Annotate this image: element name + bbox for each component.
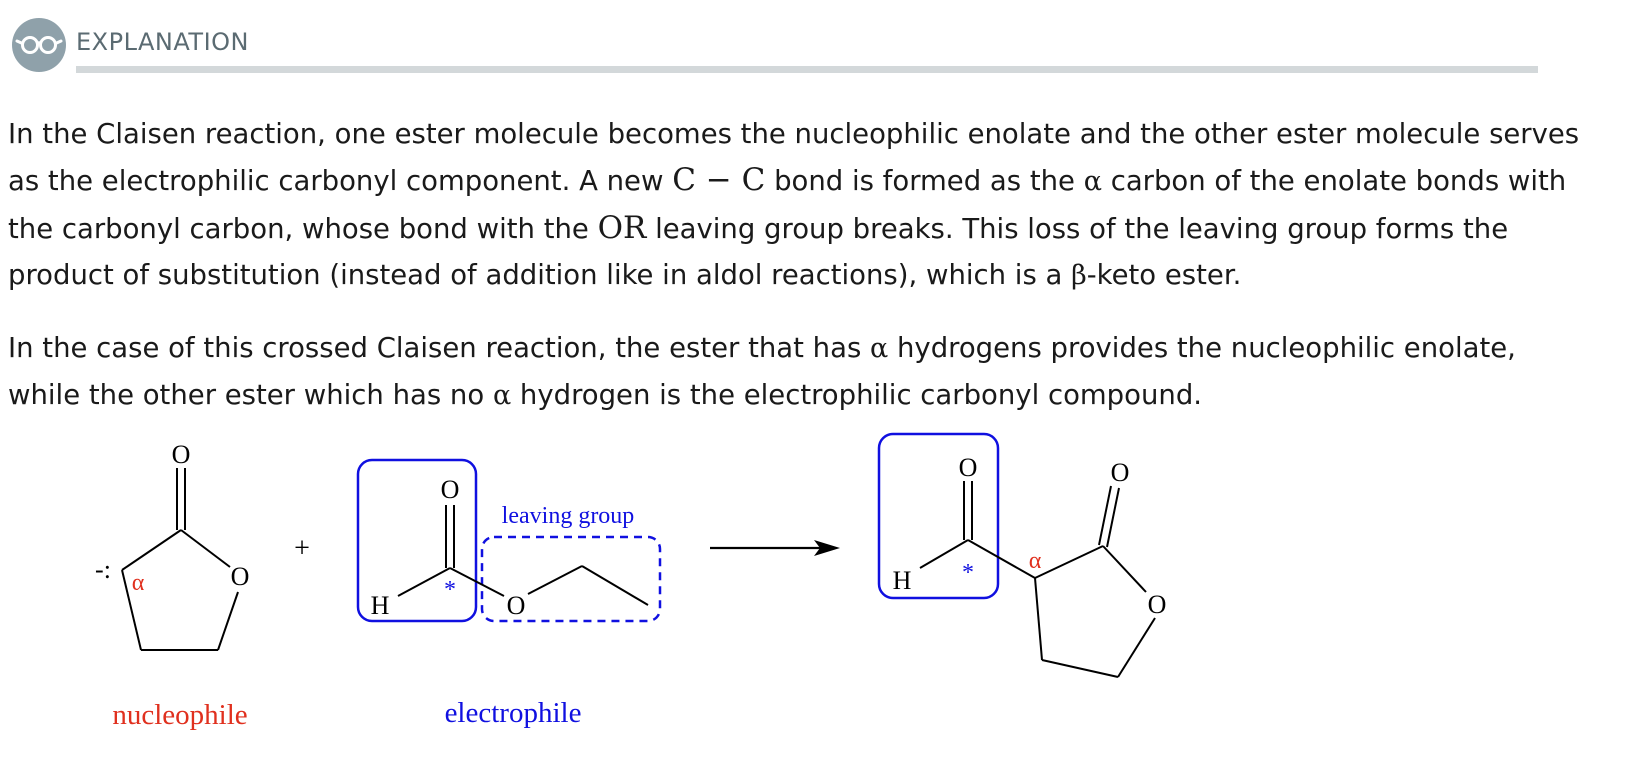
bond xyxy=(398,568,450,596)
glasses-icon xyxy=(12,18,66,72)
explanation-paragraph-2 xyxy=(8,325,1633,419)
electrophile-molecule xyxy=(358,460,660,729)
carbonyl-oxygen: O xyxy=(171,440,191,469)
nucleophile-molecule xyxy=(95,440,249,731)
paragraph-line xyxy=(8,205,1633,252)
plus-sign: + xyxy=(294,533,310,564)
math-cc-bond: C − C xyxy=(672,162,766,198)
reaction-arrow xyxy=(710,540,840,556)
text: the carbonyl carbon, whose bond with the xyxy=(8,213,598,245)
ester-oxygen: O xyxy=(506,591,526,620)
bond xyxy=(920,540,968,568)
text: product of substitution (instead of addition like in aldol reactions), which is a xyxy=(8,259,1072,291)
math-alpha: α xyxy=(870,333,889,364)
paragraph-line xyxy=(8,325,1633,372)
bond xyxy=(1103,546,1146,592)
bond xyxy=(122,530,181,570)
paragraph-line xyxy=(8,372,1633,419)
text: -keto ester. xyxy=(1086,259,1242,291)
leaving-group-label: leaving group xyxy=(501,503,635,529)
electrophilic-carbon-star: * xyxy=(444,577,456,603)
paragraph-line xyxy=(8,252,1633,299)
math-alpha: α xyxy=(1083,166,1102,197)
bond xyxy=(1035,578,1042,660)
text: In the Claisen reaction, one ester molecule becomes the nucleophilic enolate and the other ester molecule serves xyxy=(8,118,1580,150)
bond xyxy=(181,530,230,567)
lone-pair-charge: -: xyxy=(95,555,111,584)
electrophile-label: electrophile xyxy=(444,697,582,729)
nucleophile-label: nucleophile xyxy=(112,699,248,731)
hydrogen: H xyxy=(370,591,390,620)
alpha-label: α xyxy=(1028,548,1042,574)
carbonyl-oxygen: O xyxy=(440,475,460,504)
electrophilic-carbon-star: * xyxy=(962,560,974,586)
text: leaving group breaks. This loss of the leaving group forms the xyxy=(646,213,1509,245)
bond xyxy=(528,566,582,594)
bond xyxy=(1042,660,1118,677)
math-beta: β xyxy=(1071,260,1087,291)
text: bond is formed as the xyxy=(765,165,1084,197)
bond xyxy=(582,566,648,605)
ring-oxygen: O xyxy=(230,562,250,591)
formyl-oxygen: O xyxy=(958,453,978,482)
bond xyxy=(1118,618,1155,677)
text: In the case of this crossed Claisen reaction, the ester that has xyxy=(8,332,871,364)
paragraph-line xyxy=(8,111,1633,157)
text: while the other ester which has no xyxy=(8,379,493,411)
reaction-scheme xyxy=(0,425,1636,774)
header-divider xyxy=(76,66,1538,73)
section-title: EXPLANATION xyxy=(76,28,250,56)
text: as the electrophilic carbonyl component. A new xyxy=(8,165,673,197)
bond xyxy=(968,540,1035,578)
text: carbon of the enolate bonds with xyxy=(1101,165,1567,197)
alpha-label: α xyxy=(131,570,145,596)
text: hydrogens provides the nucleophilic enolate, xyxy=(888,332,1516,364)
explanation-header xyxy=(12,18,1532,78)
bond xyxy=(218,592,238,650)
paragraph-line xyxy=(8,157,1633,205)
ring-oxygen: O xyxy=(1147,590,1167,619)
math-alpha: α xyxy=(492,380,512,411)
math-or: OR xyxy=(597,210,647,246)
text: hydrogen is the electrophilic carbonyl compound. xyxy=(511,379,1203,411)
product-molecule xyxy=(879,434,1166,677)
explanation-paragraph-1 xyxy=(8,111,1633,299)
hydrogen: H xyxy=(892,566,912,595)
keto-oxygen: O xyxy=(1110,458,1130,487)
bond xyxy=(1035,546,1103,578)
